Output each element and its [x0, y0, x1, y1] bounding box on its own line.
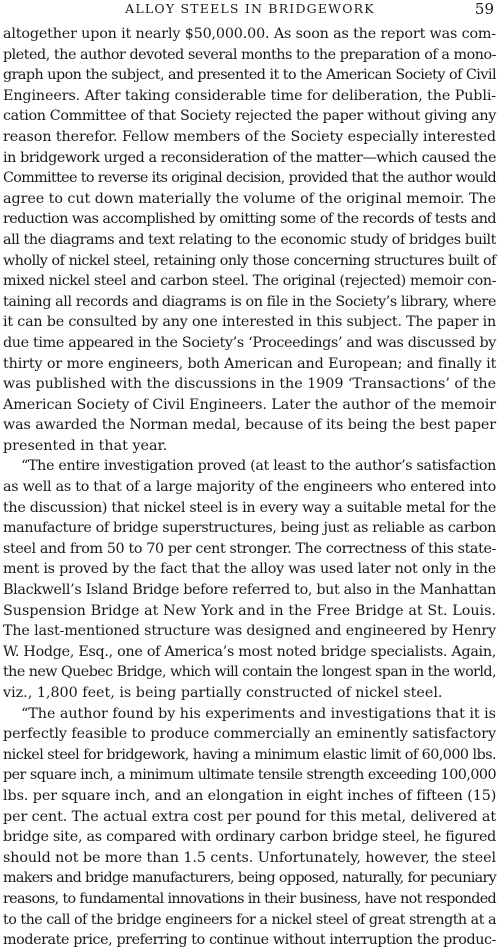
- text-line: wholly of nickel steel, retaining only those concerning structures built of: [3, 252, 496, 269]
- text-line: reduction was accomplished by omitting some of the records of tests and: [3, 211, 496, 228]
- text-line: reasons, to fundamental innovations in their business, have not responded: [3, 890, 496, 907]
- text-line: The last-mentioned structure was designed and engineered by Henry: [3, 623, 496, 640]
- text-line: Engineers. After taking considerable time for deliberation, the Publi-: [3, 87, 496, 104]
- text-line: “The author found by his experiments and investigations that it is: [21, 705, 496, 722]
- paragraph: [3, 704, 496, 951]
- text-line: “The entire investigation proved (at least to the author’s satisfaction: [21, 458, 496, 475]
- text-line: graph upon the subject, and presented it to the American Society of Civil: [3, 67, 496, 84]
- text-line: was awarded the Norman medal, because of its being the best paper: [3, 417, 496, 434]
- text-line: the discussion) that nickel steel is in every way a suitable metal for the: [3, 499, 496, 516]
- text-line: perfectly feasible to produce commercially an eminently satisfactory: [3, 726, 496, 743]
- text-line: Suspension Bridge at New York and in the Free Bridge at St. Louis.: [3, 602, 496, 619]
- body-text: [3, 24, 496, 951]
- text-line: was published with the discussions in the 1909 ‘Transactions’ of the: [3, 376, 496, 393]
- text-line: presented in that year.: [3, 437, 168, 454]
- text-line: makers and bridge manufacturers, being opposed, naturally, for pecuniary: [3, 870, 496, 887]
- text-line: it can be consulted by any one interested in this subject. The paper in: [3, 314, 496, 331]
- text-line: nickel steel for bridgework, having a minimum elastic limit of 60,000 lbs.: [3, 746, 496, 763]
- text-line: cation Committee of that Society rejected the paper without giving any: [3, 108, 496, 125]
- text-line: Blackwell’s Island Bridge before referred to, but also in the Manhattan: [3, 582, 496, 599]
- text-line: American Society of Civil Engineers. Later the author of the memoir: [3, 396, 496, 413]
- text-line: viz., 1,800 feet, is being partially constructed of nickel steel.: [3, 685, 443, 701]
- text-line: reason therefor. Fellow members of the Society especially interested: [3, 128, 496, 145]
- text-line: W. Hodge, Esq., one of America’s most noted bridge specialists. Again,: [3, 643, 496, 660]
- text-line: Committee to reverse its original decision, provided that the author would: [3, 170, 496, 187]
- text-line: altogether upon it nearly $50,000.00. As soon as the report was com-: [3, 26, 496, 42]
- text-line: as well as to that of a large majority of the engineers who entered into: [3, 479, 496, 496]
- text-line: thirty or more engineers, both American and European; and finally it: [3, 355, 497, 372]
- text-line: to the call of the bridge engineers for a nickel steel of great strength at a: [3, 911, 496, 928]
- text-line: the new Quebec Bridge, which will contain the longest span in the world,: [3, 664, 496, 681]
- text-line: per cent. The actual extra cost per pound for this metal, delivered at: [3, 808, 496, 825]
- paragraph: [3, 456, 496, 703]
- running-head: [0, 0, 500, 20]
- page-number: 59: [474, 0, 494, 18]
- text-line: steel and from 50 to 70 per cent stronger. The correctness of this state-: [3, 540, 496, 557]
- text-line: ment is proved by the fact that the alloy was used later not only in the: [3, 561, 496, 578]
- text-line: per square inch, a minimum ultimate tensile strength exceeding 100,000: [3, 767, 496, 784]
- text-line: bridge site, as compared with ordinary carbon bridge steel, he figured: [3, 829, 497, 846]
- text-line: in bridgework urged a reconsideration of the matter—which caused the: [3, 149, 496, 166]
- text-line: due time appeared in the Society’s ‘Proceedings’ and was discussed by: [3, 334, 496, 351]
- text-line: lbs. per square inch, and an elongation in eight inches of fifteen (15): [3, 787, 497, 804]
- paragraph: [3, 24, 496, 456]
- text-line: moderate price, preferring to continue without interruption the produc-: [3, 932, 496, 949]
- text-line: manufacture of bridge superstructures, being just as reliable as carbon: [3, 520, 496, 537]
- text-line: taining all records and diagrams is on file in the Society’s library, where: [3, 293, 496, 310]
- text-line: pleted, the author devoted several months to the preparation of a mono-: [3, 46, 496, 63]
- text-line: should not be more than 1.5 cents. Unfortunately, however, the steel: [3, 849, 496, 866]
- text-line: mixed nickel steel and carbon steel. The original (rejected) memoir con-: [3, 273, 496, 290]
- text-line: all the diagrams and text relating to the economic study of bridges built: [3, 231, 496, 248]
- running-title: ALLOY STEELS IN BRIDGEWORK: [125, 1, 375, 16]
- text-line: agree to cut down materially the volume of the original memoir. The: [3, 190, 496, 207]
